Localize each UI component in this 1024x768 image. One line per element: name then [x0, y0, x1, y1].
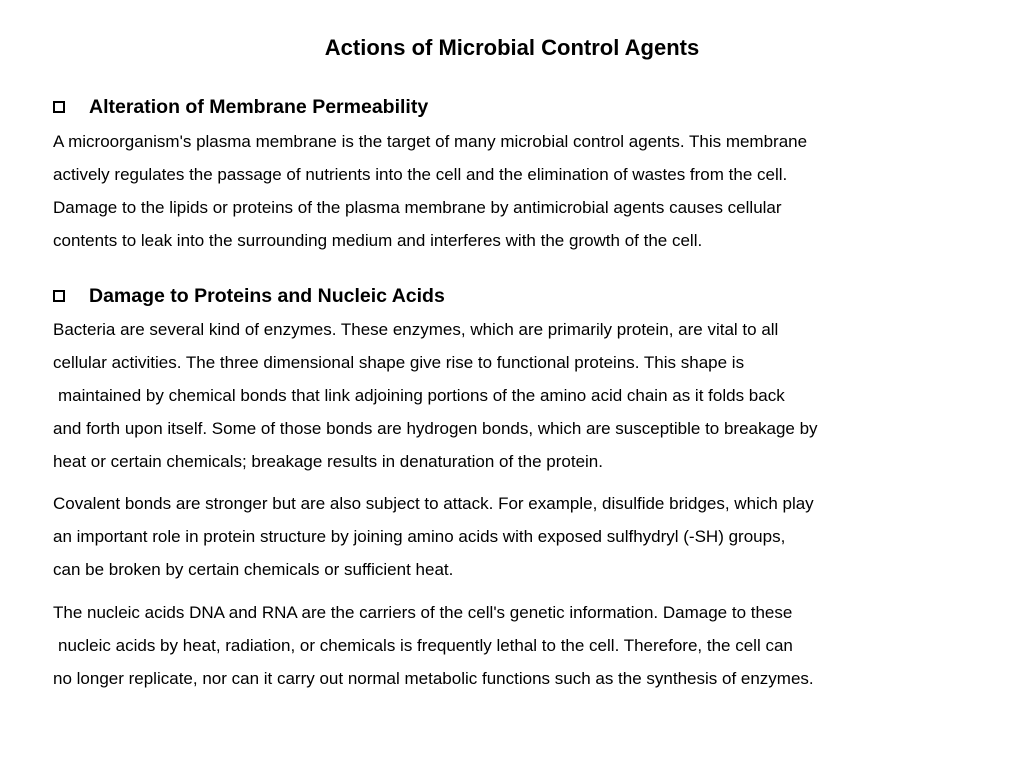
section-heading-label: Alteration of Membrane Permeability [89, 95, 429, 118]
paragraph-membrane [53, 125, 1013, 257]
section-heading-membrane-permeability [53, 95, 428, 119]
paragraph-enzymes [53, 313, 1013, 478]
paragraph-line: contents to leak into the surrounding medium and interferes with the growth of the cell. [53, 231, 703, 250]
paragraph-line: nucleic acids by heat, radiation, or chemicals is frequently lethal to the cell. Therefore, the cell can [58, 636, 793, 655]
paragraph-line: Covalent bonds are stronger but are also subject to attack. For example, disulfide bridges, which play [53, 494, 814, 513]
paragraph-line: The nucleic acids DNA and RNA are the carriers of the cell's genetic information. Damage to these [53, 603, 793, 622]
paragraph-covalent-bonds [53, 487, 1013, 586]
paragraph-line: A microorganism's plasma membrane is the target of many microbial control agents. This membrane [53, 132, 808, 151]
paragraph-line: actively regulates the passage of nutrients into the cell and the elimination of wastes from the cell. [53, 165, 788, 184]
paragraph-line: maintained by chemical bonds that link adjoining portions of the amino acid chain as it folds back [58, 386, 785, 405]
checkbox-bullet-icon [53, 290, 65, 302]
paragraph-line: Damage to the lipids or proteins of the plasma membrane by antimicrobial agents causes cellular [53, 198, 782, 217]
paragraph-line: Bacteria are several kind of enzymes. These enzymes, which are primarily protein, are vital to all [53, 320, 779, 339]
paragraph-nucleic-acids [53, 596, 1013, 695]
paragraph-line: can be broken by certain chemicals or sufficient heat. [53, 560, 454, 579]
paragraph-line: an important role in protein structure by joining amino acids with exposed sulfhydryl (-SH) groups, [53, 527, 786, 546]
section-heading-proteins-nucleic-acids [53, 284, 445, 308]
slide-title: Actions of Microbial Control Agents [324, 35, 700, 60]
paragraph-line: cellular activities. The three dimensional shape give rise to functional proteins. This shape is [53, 353, 745, 372]
paragraph-line: and forth upon itself. Some of those bonds are hydrogen bonds, which are susceptible to breakage by [53, 419, 818, 438]
checkbox-bullet-icon [53, 101, 65, 113]
paragraph-line: heat or certain chemicals; breakage results in denaturation of the protein. [53, 452, 603, 471]
section-heading-label: Damage to Proteins and Nucleic Acids [89, 284, 445, 307]
paragraph-line: no longer replicate, nor can it carry out normal metabolic functions such as the synthesis of enzymes. [53, 669, 814, 688]
